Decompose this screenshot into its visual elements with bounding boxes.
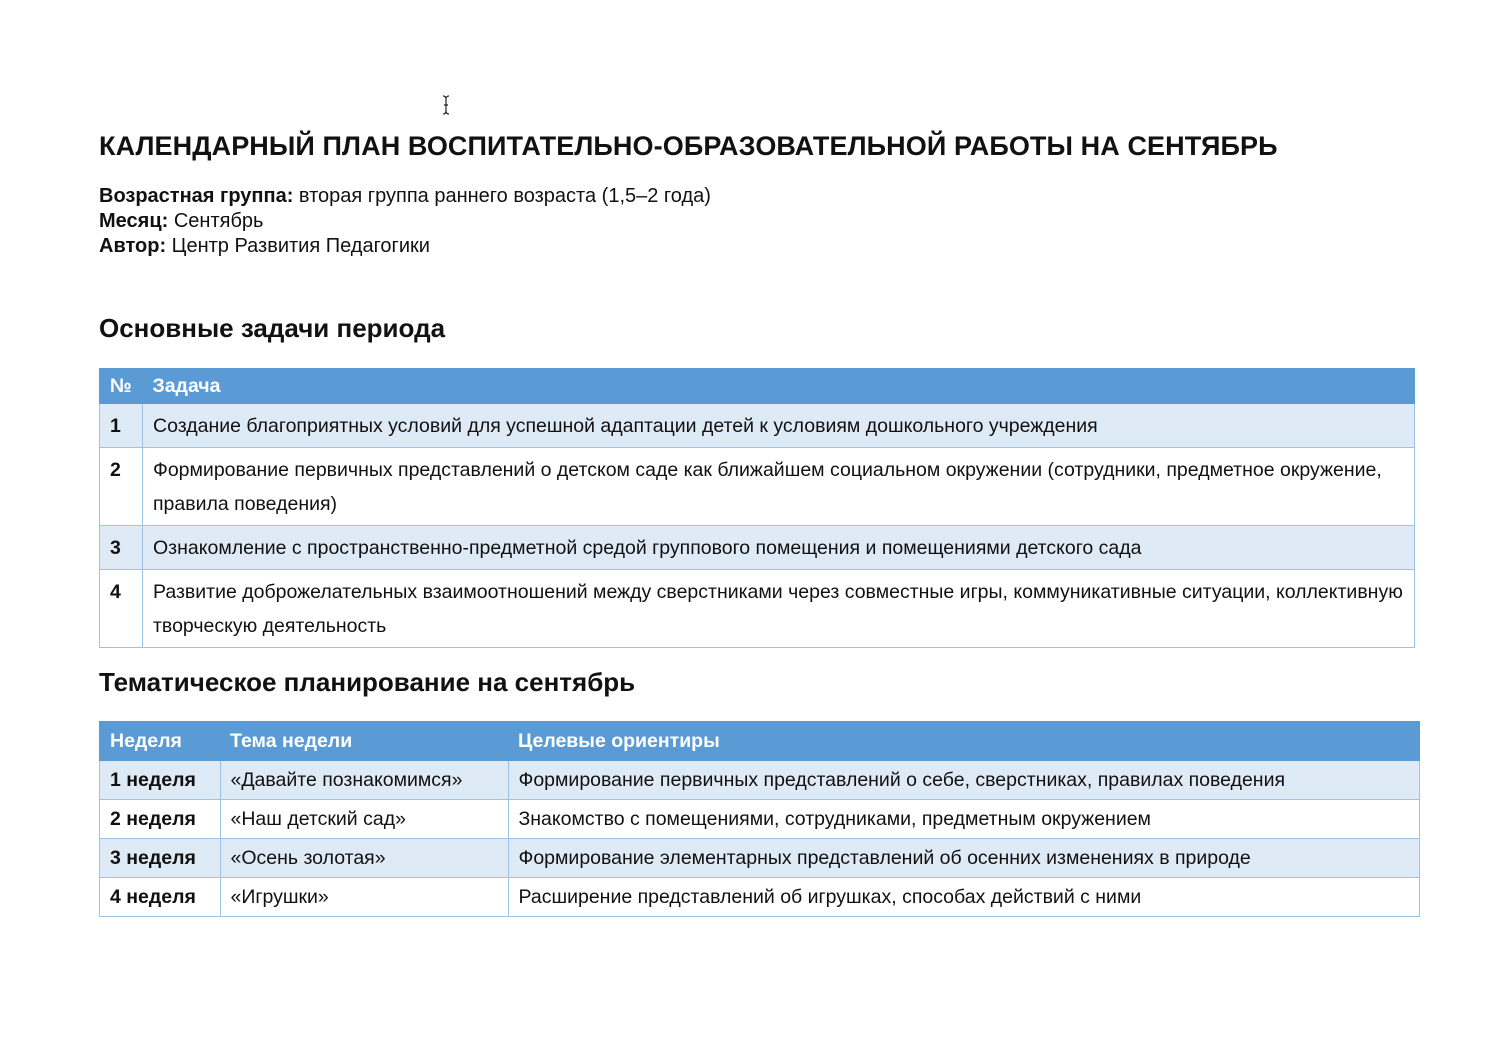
text-cursor-icon bbox=[440, 95, 452, 115]
document-meta bbox=[99, 184, 711, 259]
plan-header-row bbox=[100, 722, 1420, 761]
plan-week: 4 неделя bbox=[100, 878, 221, 917]
meta-age-group-label: Возрастная группа: bbox=[99, 185, 294, 207]
plan-week: 2 неделя bbox=[100, 800, 221, 839]
meta-age-group bbox=[99, 184, 711, 209]
task-num: 1 bbox=[100, 404, 143, 448]
meta-age-group-value: вторая группа раннего возраста (1,5–2 года) bbox=[293, 185, 711, 207]
plan-goal: Знакомство с помещениями, сотрудниками, предметным окружением bbox=[508, 800, 1420, 839]
plan-week: 3 неделя bbox=[100, 839, 221, 878]
tasks-heading: Основные задачи периода bbox=[99, 313, 446, 343]
tasks-header-row bbox=[100, 369, 1415, 404]
tasks-table bbox=[99, 368, 1415, 648]
meta-author-value: Центр Развития Педагогики bbox=[166, 235, 430, 257]
task-text: Формирование первичных представлений о детском саде как ближайшем социальном окружении (сотрудники, предметное окружение, правила поведения) bbox=[143, 448, 1415, 526]
task-num: 3 bbox=[100, 526, 143, 570]
plan-week: 1 неделя bbox=[100, 761, 221, 800]
task-text: Развитие доброжелательных взаимоотношений между сверстниками через совместные игры, коммуникативные ситуации, коллективную творческую деятельность bbox=[143, 570, 1415, 648]
meta-month-value: Сентябрь bbox=[168, 210, 264, 232]
meta-month bbox=[99, 209, 711, 234]
table-row bbox=[100, 800, 1420, 839]
table-row bbox=[100, 839, 1420, 878]
meta-author-label: Автор: bbox=[99, 235, 167, 257]
meta-month-label: Месяц: bbox=[99, 210, 169, 232]
plan-table bbox=[99, 721, 1420, 917]
meta-author bbox=[99, 234, 711, 259]
task-num: 2 bbox=[100, 448, 143, 526]
plan-theme: «Давайте познакомимся» bbox=[220, 761, 508, 800]
plan-theme: «Наш детский сад» bbox=[220, 800, 508, 839]
table-row bbox=[100, 878, 1420, 917]
plan-goal: Формирование элементарных представлений об осенних изменениях в природе bbox=[508, 839, 1420, 878]
table-row bbox=[100, 404, 1415, 448]
plan-heading: Тематическое планирование на сентябрь bbox=[99, 667, 636, 697]
plan-col-goal: Целевые ориентиры bbox=[508, 722, 1420, 761]
table-row bbox=[100, 570, 1415, 648]
plan-goal: Формирование первичных представлений о себе, сверстниках, правилах поведения bbox=[508, 761, 1420, 800]
plan-goal: Расширение представлений об игрушках, способах действий с ними bbox=[508, 878, 1420, 917]
plan-theme: «Игрушки» bbox=[220, 878, 508, 917]
plan-col-week: Неделя bbox=[100, 722, 221, 761]
task-text: Создание благоприятных условий для успешной адаптации детей к условиям дошкольного учреждения bbox=[143, 404, 1415, 448]
plan-col-theme: Тема недели bbox=[220, 722, 508, 761]
plan-theme: «Осень золотая» bbox=[220, 839, 508, 878]
table-row bbox=[100, 761, 1420, 800]
table-row bbox=[100, 526, 1415, 570]
task-num: 4 bbox=[100, 570, 143, 648]
table-row bbox=[100, 448, 1415, 526]
tasks-col-task: Задача bbox=[143, 369, 1415, 404]
tasks-col-num: № bbox=[100, 369, 143, 404]
document-title: КАЛЕНДАРНЫЙ ПЛАН ВОСПИТАТЕЛЬНО-ОБРАЗОВАТЕЛЬНОЙ РАБОТЫ НА СЕНТЯБРЬ bbox=[99, 131, 1278, 161]
task-text: Ознакомление с пространственно-предметной средой группового помещения и помещениями детского сада bbox=[143, 526, 1415, 570]
